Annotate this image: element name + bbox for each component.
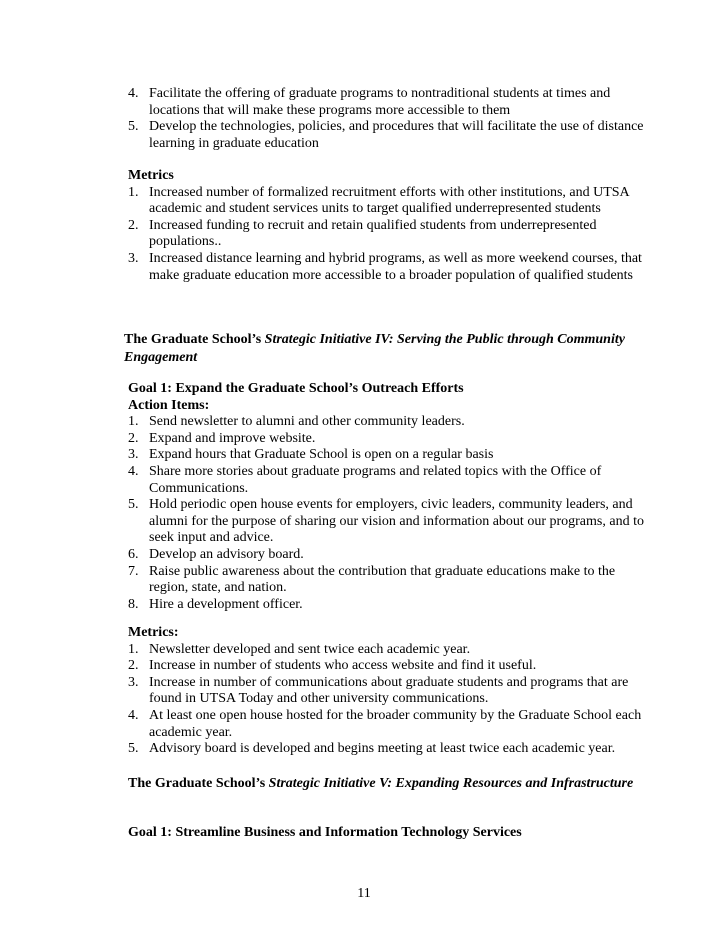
- list-number: 5.: [128, 119, 139, 135]
- list-text: Send newsletter to alumni and other community leaders.: [149, 414, 465, 430]
- list-text: Increase in number of students who access website and find it useful.: [149, 658, 537, 674]
- initiative-4-heading: [124, 331, 654, 367]
- list-item: [128, 86, 653, 119]
- list-text: Develop an advisory board.: [149, 546, 304, 562]
- list-number: 4.: [128, 86, 139, 101]
- list-number: 2.: [128, 430, 139, 446]
- list-item: [128, 185, 653, 218]
- list-text: At least one open house hosted for the broader community by the Graduate School each academic year.: [149, 707, 642, 740]
- list-number: 1.: [128, 641, 139, 657]
- list-text: Expand and improve website.: [149, 430, 316, 446]
- list-number: 4.: [128, 463, 139, 479]
- goal-1-section: [128, 381, 653, 613]
- list-item: [128, 658, 653, 675]
- list-number: 4.: [128, 707, 139, 723]
- list-item: [128, 464, 653, 497]
- intro-list-block: [128, 86, 653, 152]
- list-item: [128, 497, 653, 547]
- initiative-prefix: The Graduate School’s: [128, 776, 269, 791]
- metrics-section-2: [128, 625, 653, 758]
- list-text: Newsletter developed and sent twice each academic year.: [149, 641, 471, 657]
- initiative-5-heading: [128, 776, 653, 793]
- list-text: Increase in number of communications about graduate students and programs that are found in UTSA Today and other university communications.: [149, 674, 629, 707]
- list-number: 1.: [128, 184, 139, 200]
- list-item: [128, 251, 653, 284]
- metrics-heading: Metrics: [128, 168, 174, 183]
- list-item: [128, 414, 653, 431]
- page-number: 11: [357, 886, 371, 901]
- list-item: [128, 547, 653, 564]
- action-items-heading: Action Items:: [128, 397, 210, 413]
- metrics-heading: Metrics:: [128, 625, 179, 640]
- goal-1b-heading: Goal 1: Streamline Business and Information Technology Services: [128, 825, 522, 840]
- list-number: 5.: [128, 741, 139, 757]
- list-number: 3.: [128, 447, 139, 463]
- list-text: Raise public awareness about the contribution that graduate educations make to the region, state, and nation.: [149, 563, 616, 596]
- list-number: 7.: [128, 563, 139, 579]
- list-text: Increased distance learning and hybrid programs, as well as more weekend courses, that make graduate education more accessible to a broader population of qualified students: [149, 250, 642, 283]
- list-item: [128, 564, 653, 597]
- initiative-title: Strategic Initiative V: Expanding Resources and Infrastructure: [268, 776, 634, 791]
- list-item: [128, 741, 653, 758]
- list-item: [128, 119, 653, 152]
- list-text: Advisory board is developed and begins meeting at least twice each academic year.: [149, 741, 616, 757]
- list-number: 3.: [128, 250, 139, 266]
- list-item: [128, 597, 653, 614]
- list-text: Expand hours that Graduate School is open on a regular basis: [149, 447, 494, 463]
- goal-heading: Goal 1: Expand the Graduate School’s Outreach Efforts: [128, 381, 464, 396]
- list-text: Share more stories about graduate programs and related topics with the Office of Communications.: [149, 463, 602, 496]
- list-text: Hold periodic open house events for employers, civic leaders, community leaders, and alumni for the purpose of sharing our vision and information about our programs, and to seek input and advice.: [149, 497, 644, 546]
- list-item: [128, 447, 653, 464]
- list-number: 2.: [128, 658, 139, 674]
- list-item: [128, 431, 653, 448]
- list-number: 3.: [128, 674, 139, 690]
- list-item: [128, 675, 653, 708]
- list-text: Facilitate the offering of graduate programs to nontraditional students at times and locations that will make these programs more accessible to them: [149, 86, 611, 118]
- list-text: Increased number of formalized recruitment efforts with other institutions, and UTSA academic and student services units to target qualified underrepresented students: [149, 184, 629, 217]
- list-number: 2.: [128, 217, 139, 233]
- list-number: 8.: [128, 596, 139, 612]
- list-text: Hire a development officer.: [149, 596, 303, 612]
- list-number: 1.: [128, 414, 139, 430]
- list-text: Increased funding to recruit and retain qualified students from underrepresented populations..: [149, 217, 597, 250]
- list-number: 6.: [128, 546, 139, 562]
- list-item: [128, 642, 653, 659]
- list-text: Develop the technologies, policies, and procedures that will facilitate the use of distance learning in graduate education: [149, 119, 644, 151]
- initiative-prefix: The Graduate School’s: [124, 332, 265, 347]
- list-number: 5.: [128, 497, 139, 513]
- list-item: [128, 218, 653, 251]
- metrics-section-1: [128, 168, 653, 284]
- list-item: [128, 708, 653, 741]
- initiative-title: Strategic Initiative IV: Serving the Public through Community Engagement: [124, 332, 625, 365]
